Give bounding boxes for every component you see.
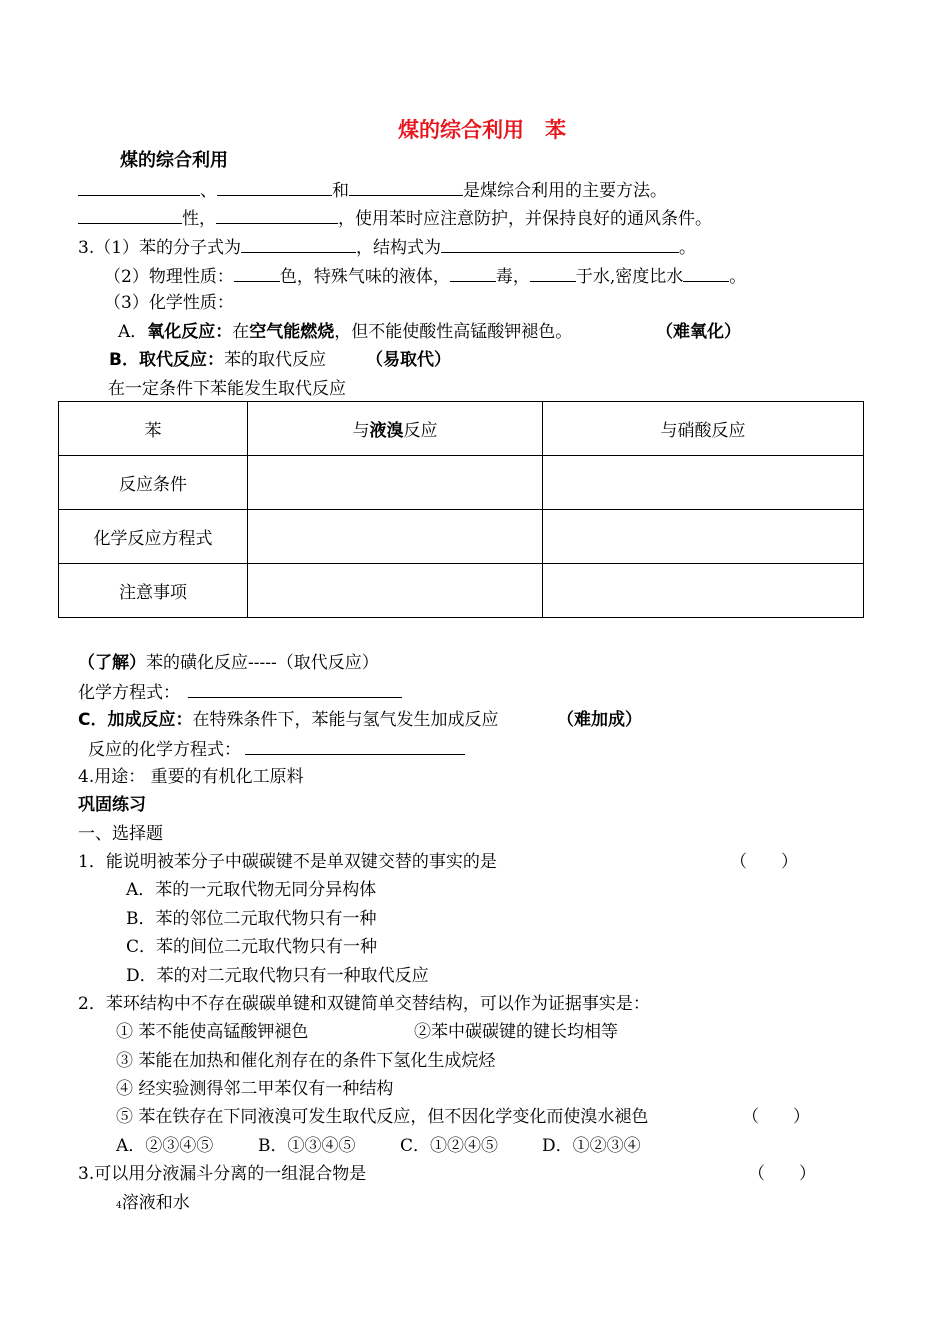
answer-cell[interactable] (248, 456, 543, 510)
usage-line: 4.用途： 重要的有机化工原料 (78, 767, 304, 787)
fill-line-2: 性， ，使用苯时应注意防护，并保持良好的通风条件。 (78, 206, 712, 230)
table-header-cell: 苯 (59, 402, 248, 456)
statement-3: ③ 苯能在加热和催化剂存在的条件下氢化生成烷烃 (116, 1051, 496, 1071)
answer-cell[interactable] (543, 510, 864, 564)
addition-line: C．加成反应：在特殊条件下，苯能与氢气发生加成反应 (78, 710, 499, 730)
statement-1: ① 苯不能使高锰酸钾褪色 (116, 1022, 309, 1042)
row-label-cell: 化学反应方程式 (59, 510, 248, 564)
fill-line-1: 、 和 是煤综合利用的主要方法。 (78, 178, 667, 202)
blank-field[interactable] (450, 264, 496, 282)
chemical-properties: （3）化学性质： (104, 293, 234, 313)
sulfonation-line: （了解）苯的磺化反应-----（取代反应） (78, 653, 379, 673)
answer-bracket[interactable]: （ ） (748, 1164, 816, 1184)
blank-field[interactable] (441, 235, 679, 253)
equation-line-1: 化学方程式： (78, 680, 402, 704)
table-row (59, 456, 864, 510)
oxidation-line: A．氧化反应：在空气能燃烧，但不能使酸性高锰酸钾褪色。 (118, 322, 573, 342)
equation-line-2: 反应的化学方程式： (88, 737, 465, 761)
statement-5: ⑤ 苯在铁存在下同液溴可发生取代反应，但不因化学变化而使溴水褪色 (116, 1107, 649, 1127)
answer-bracket[interactable]: （ ） (730, 852, 798, 872)
practice-heading: 巩固练习 (78, 795, 146, 815)
table-row (59, 402, 864, 456)
blank-field[interactable] (683, 264, 729, 282)
question-1-option: D．苯的对二元取代物只有一种取代反应 (126, 966, 429, 986)
physical-properties: （2）物理性质： 色，特殊气味的液体， 毒， 于水,密度比水 。 (104, 264, 746, 288)
table-row (59, 564, 864, 618)
blank-field[interactable] (530, 264, 576, 282)
question-3-stem: 3.可以用分液漏斗分离的一组混合物是 (78, 1164, 367, 1184)
blank-field[interactable] (241, 235, 356, 253)
answer-bracket[interactable]: （ ） (742, 1107, 810, 1127)
blank-field[interactable] (234, 264, 280, 282)
blank-field[interactable] (216, 206, 338, 224)
answer-cell[interactable] (543, 456, 864, 510)
answer-cell[interactable] (248, 564, 543, 618)
question-3-formula: 3.（1）苯的分子式为 ，结构式为 。 (78, 235, 696, 259)
statement-4: ④ 经实验测得邻二甲苯仅有一种结构 (116, 1079, 394, 1099)
substitution-line: B．取代反应：苯的取代反应 (109, 350, 326, 370)
blank-field[interactable] (78, 206, 182, 224)
reaction-table (58, 401, 864, 618)
question-1-stem: 1．能说明被苯分子中碳碳键不是单双键交替的事实的是 (78, 852, 497, 872)
question-1-option: C．苯的间位二元取代物只有一种 (126, 937, 378, 957)
blank-field[interactable] (245, 737, 465, 755)
blank-field[interactable] (188, 680, 402, 698)
condition-line: 在一定条件下苯能发生取代反应 (108, 379, 346, 399)
answer-cell[interactable] (248, 510, 543, 564)
question-3-option-fragment: 4溶液和水 (116, 1193, 190, 1213)
document-title: 煤的综合利用 苯 (398, 118, 566, 142)
row-label-cell: 反应条件 (59, 456, 248, 510)
question-1-option: B．苯的邻位二元取代物只有一种 (126, 909, 377, 929)
question-2-option: C．①②④⑤ (400, 1136, 499, 1156)
question-2-option: B．①③④⑤ (258, 1136, 356, 1156)
statement-2: ②苯中碳碳键的键长均相等 (414, 1022, 618, 1042)
table-header-cell: 与液溴反应 (248, 402, 543, 456)
question-2-option: D．①②③④ (542, 1136, 641, 1156)
table-row (59, 510, 864, 564)
question-2-stem: 2．苯环结构中不存在碳碳单键和双键简单交替结构，可以作为证据事实是： (78, 994, 650, 1014)
addition-tag: （难加成） (557, 710, 642, 730)
answer-cell[interactable] (543, 564, 864, 618)
question-2-option: A．②③④⑤ (116, 1136, 214, 1156)
section-heading: 煤的综合利用 (120, 150, 228, 171)
row-label-cell: 注意事项 (59, 564, 248, 618)
part-heading: 一、选择题 (78, 824, 163, 844)
table-header-cell: 与硝酸反应 (543, 402, 864, 456)
blank-field[interactable] (349, 178, 463, 196)
question-1-option: A．苯的一元取代物无同分异构体 (126, 880, 377, 900)
blank-field[interactable] (217, 178, 332, 196)
oxidation-tag: （难氧化） (656, 322, 741, 342)
substitution-tag: （易取代） (366, 350, 451, 370)
blank-field[interactable] (78, 178, 200, 196)
